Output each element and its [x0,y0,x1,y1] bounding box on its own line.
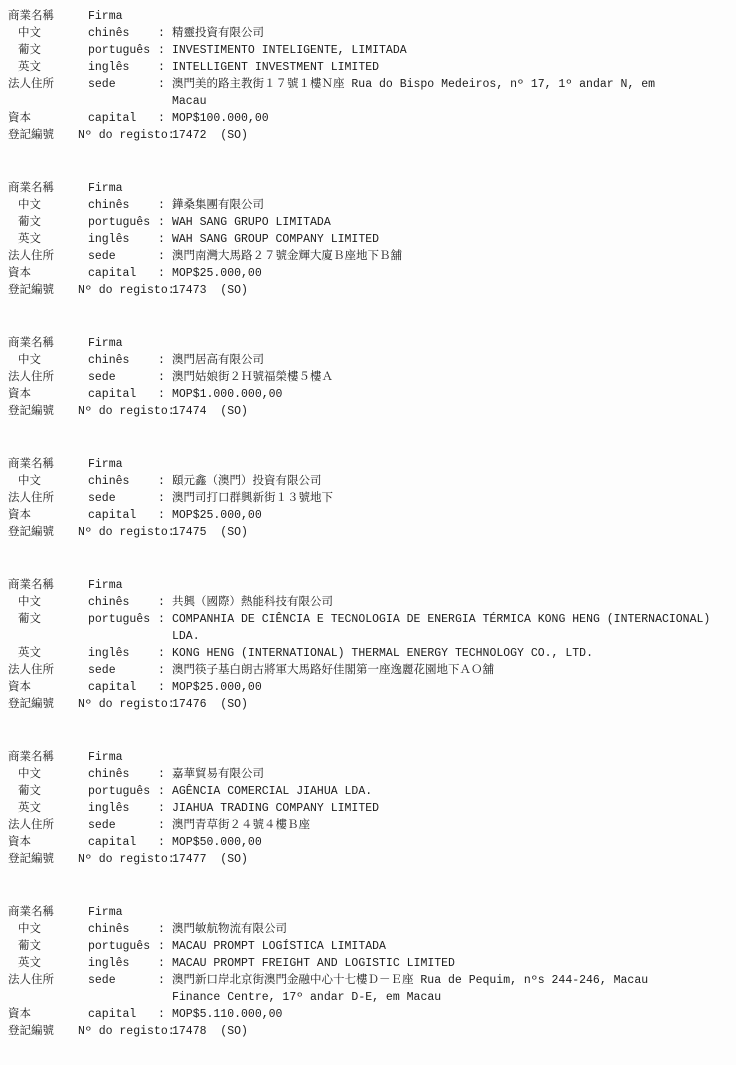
label-chinese: 商業名稱 [8,751,54,764]
field-value: 澳門筷子基白朗古將軍大馬路好佳閣第一座逸麗花園地下ＡＯ舖 [172,664,494,677]
field-value: 17473 (SO) [172,284,248,297]
label-chinese [8,989,88,1006]
field-row [8,611,736,628]
colon-separator: : [158,388,165,401]
field-continuation-row [8,628,736,645]
colon-separator: : [158,819,165,832]
colon-separator: : [158,44,165,57]
label-portuguese: Nº do registo: [78,1025,175,1038]
label-portuguese: Firma [88,579,123,592]
label-portuguese: Nº do registo: [78,853,175,866]
colon-separator [158,8,172,25]
field-row [8,921,736,938]
label-chinese: 法人住所 [8,250,54,263]
record-header-row [8,456,736,473]
colon-separator: : [158,61,165,74]
field-continuation-row [8,989,736,1006]
field-row [8,955,736,972]
label-portuguese: sede [88,819,116,832]
label-portuguese: inglês [88,802,130,815]
label-portuguese: capital [88,1008,137,1021]
label-chinese: 法人住所 [8,78,54,91]
colon-separator: : [158,802,165,815]
colon-separator [158,749,172,766]
record-header-row [8,335,736,352]
colon-separator: : [158,681,165,694]
colon-separator: : [158,199,165,212]
field-row [8,25,736,42]
company-record [8,577,736,713]
label-portuguese: Nº do registo: [78,405,175,418]
company-record [8,904,736,1040]
field-value: MACAU PROMPT FREIGHT AND LOGISTIC LIMITED [172,957,455,970]
label-chinese: 資本 [8,681,31,694]
label-portuguese: Nº do registo: [78,129,175,142]
registration-number-row [8,696,736,713]
company-record [8,335,736,420]
field-row [8,76,736,93]
colon-separator: : [158,940,165,953]
label-portuguese: inglês [88,957,130,970]
label-portuguese: sede [88,492,116,505]
field-value: MOP$100.000,00 [172,112,269,125]
field-row [8,800,736,817]
label-chinese: 中文 [18,475,41,488]
field-value: 澳門居高有限公司 [172,354,264,367]
label-portuguese: chinês [88,768,130,781]
field-value: 17477 (SO) [172,853,248,866]
field-value: 澳門美的路主教街１７號１樓Ｎ座 Rua do Bispo Medeiros, nº 17, 1º andar N, em [172,78,656,91]
label-portuguese: capital [88,509,137,522]
field-row [8,507,736,524]
field-row [8,817,736,834]
colon-separator: : [158,974,165,987]
label-chinese: 英文 [18,233,41,246]
colon-separator: : [158,233,165,246]
field-row [8,110,736,127]
field-row [8,214,736,231]
colon-separator: : [158,27,165,40]
field-value: JIAHUA TRADING COMPANY LIMITED [172,802,380,815]
company-record [8,180,736,299]
field-value: 共興（國際）熱能科技有限公司 [172,596,333,609]
field-value: COMPANHIA DE CIÊNCIA E TECNOLOGIA DE ENERGIA TÉRMICA KONG HENG (INTERNACIONAL) [172,613,711,626]
colon-separator [158,904,172,921]
colon-separator: : [158,836,165,849]
field-row [8,938,736,955]
colon-separator: : [158,923,165,936]
field-row [8,679,736,696]
label-chinese: 中文 [18,596,41,609]
label-portuguese: Firma [88,906,123,919]
label-portuguese: português [88,940,151,953]
label-chinese: 資本 [8,1008,31,1021]
field-row [8,972,736,989]
label-chinese: 商業名稱 [8,337,54,350]
colon-separator: : [158,613,165,626]
field-value: 嘉華貿易有限公司 [172,768,264,781]
field-value: MOP$5.110.000,00 [172,1008,283,1021]
label-chinese: 資本 [8,112,31,125]
label-chinese: 葡文 [18,44,41,57]
field-value: Macau [172,95,207,108]
colon-separator: : [158,354,165,367]
label-chinese: 中文 [18,923,41,936]
field-continuation-row [8,93,736,110]
label-chinese: 資本 [8,388,31,401]
label-portuguese: chinês [88,475,130,488]
field-value: WAH SANG GRUPO LIMITADA [172,216,331,229]
label-portuguese: Firma [88,10,123,23]
field-value: 17475 (SO) [172,526,248,539]
field-value: 17476 (SO) [172,698,248,711]
colon-separator: : [158,112,165,125]
field-value: 澳門姑娘街２Ｈ號福榮樓５樓Ａ [172,371,333,384]
field-value: 17474 (SO) [172,405,248,418]
registration-number-row [8,851,736,868]
registration-number-row [8,127,736,144]
company-record [8,749,736,868]
record-header-row [8,904,736,921]
label-chinese: 登記編號 [8,1025,54,1038]
colon-separator: : [158,785,165,798]
label-portuguese: inglês [88,647,130,660]
label-chinese: 葡文 [18,940,41,953]
field-value: 頤元鑫（澳門）投資有限公司 [172,475,322,488]
colon-separator [158,989,172,1006]
label-portuguese [88,93,158,110]
field-value: MOP$25.000,00 [172,681,262,694]
label-chinese: 葡文 [18,785,41,798]
label-portuguese: chinês [88,354,130,367]
label-portuguese: capital [88,836,137,849]
label-portuguese: chinês [88,27,130,40]
label-chinese: 英文 [18,802,41,815]
record-header-row [8,577,736,594]
label-portuguese: sede [88,250,116,263]
label-chinese: 資本 [8,836,31,849]
label-chinese: 法人住所 [8,371,54,384]
field-value: MOP$50.000,00 [172,836,262,849]
label-chinese [18,628,88,645]
field-value: 澳門敏航物流有限公司 [172,923,287,936]
label-portuguese: chinês [88,596,130,609]
colon-separator [158,335,172,352]
field-row [8,265,736,282]
label-chinese: 中文 [18,27,41,40]
registration-number-row [8,403,736,420]
field-value: 鏵桑集團有限公司 [172,199,264,212]
label-chinese: 葡文 [18,216,41,229]
field-row [8,231,736,248]
field-row [8,1006,736,1023]
field-row [8,42,736,59]
field-value: WAH SANG GROUP COMPANY LIMITED [172,233,380,246]
label-portuguese: Nº do registo: [78,284,175,297]
label-chinese: 英文 [18,957,41,970]
label-portuguese: português [88,44,151,57]
label-portuguese: Firma [88,182,123,195]
colon-separator: : [158,371,165,384]
colon-separator [158,456,172,473]
label-portuguese: capital [88,388,137,401]
field-row [8,369,736,386]
label-portuguese: chinês [88,923,130,936]
label-chinese: 法人住所 [8,492,54,505]
registration-number-row [8,1023,736,1040]
label-chinese: 商業名稱 [8,906,54,919]
field-row [8,197,736,214]
colon-separator: : [158,957,165,970]
label-portuguese: Firma [88,337,123,350]
label-portuguese: português [88,785,151,798]
colon-separator [158,180,172,197]
label-chinese: 中文 [18,768,41,781]
colon-separator [158,577,172,594]
label-portuguese: capital [88,112,137,125]
record-header-row [8,8,736,25]
label-portuguese: sede [88,664,116,677]
label-portuguese: Firma [88,751,123,764]
field-row [8,594,736,611]
field-value: MACAU PROMPT LOGÍSTICA LIMITADA [172,940,386,953]
label-portuguese: português [88,216,151,229]
label-chinese: 英文 [18,61,41,74]
field-value: LDA. [172,630,200,643]
field-row [8,662,736,679]
field-value: 澳門南灣大馬路２７號金輝大廈Ｂ座地下Ｂ舖 [172,250,402,263]
field-value: MOP$25.000,00 [172,267,262,280]
label-portuguese: sede [88,371,116,384]
registration-number-row [8,282,736,299]
label-chinese: 法人住所 [8,819,54,832]
field-row [8,645,736,662]
label-chinese: 商業名稱 [8,10,54,23]
label-chinese: 登記編號 [8,853,54,866]
label-chinese: 中文 [18,354,41,367]
label-portuguese: inglês [88,233,130,246]
colon-separator: : [158,1008,165,1021]
field-row [8,248,736,265]
field-row [8,352,736,369]
label-portuguese: português [88,613,151,626]
record-header-row [8,749,736,766]
field-value: MOP$1.000.000,00 [172,388,283,401]
label-chinese: 登記編號 [8,405,54,418]
registration-number-row [8,524,736,541]
label-chinese: 登記編號 [8,526,54,539]
label-portuguese: sede [88,974,116,987]
label-chinese: 法人住所 [8,974,54,987]
label-portuguese: inglês [88,61,130,74]
label-portuguese [88,628,158,645]
record-header-row [8,180,736,197]
colon-separator: : [158,250,165,263]
label-chinese: 資本 [8,509,31,522]
label-portuguese: Nº do registo: [78,526,175,539]
label-chinese [8,93,88,110]
label-portuguese: capital [88,681,137,694]
field-row [8,834,736,851]
label-portuguese: capital [88,267,137,280]
field-row [8,766,736,783]
colon-separator: : [158,78,165,91]
field-row [8,386,736,403]
label-portuguese: Firma [88,458,123,471]
field-value: INVESTIMENTO INTELIGENTE, LIMITADA [172,44,407,57]
field-row [8,473,736,490]
label-chinese: 商業名稱 [8,182,54,195]
colon-separator: : [158,509,165,522]
colon-separator [158,628,172,645]
field-value: Finance Centre, 17º andar D-E, em Macau [172,991,442,1004]
field-row [8,59,736,76]
label-chinese: 資本 [8,267,31,280]
label-portuguese: Nº do registo: [78,698,175,711]
label-portuguese: sede [88,78,116,91]
field-row [8,783,736,800]
label-chinese: 中文 [18,199,41,212]
label-portuguese: chinês [88,199,130,212]
colon-separator: : [158,475,165,488]
label-chinese: 商業名稱 [8,458,54,471]
label-chinese: 英文 [18,647,41,660]
label-portuguese [88,989,158,1006]
company-record [8,456,736,541]
field-value: AGÊNCIA COMERCIAL JIAHUA LDA. [172,785,373,798]
field-row [8,490,736,507]
field-value: INTELLIGENT INVESTMENT LIMITED [172,61,380,74]
field-value: 精靈投資有限公司 [172,27,264,40]
field-value: MOP$25.000,00 [172,509,262,522]
field-value: 17472 (SO) [172,129,248,142]
label-chinese: 商業名稱 [8,579,54,592]
label-chinese: 登記編號 [8,698,54,711]
colon-separator: : [158,664,165,677]
label-chinese: 葡文 [18,613,41,626]
colon-separator: : [158,647,165,660]
field-value: 澳門司打口群興新街１３號地下 [172,492,333,505]
colon-separator: : [158,768,165,781]
field-value: 澳門新口岸北京街澳門金融中心十七樓Ｄ－Ｅ座 Rua de Pequim, nºs 244-246, Macau [172,974,649,987]
label-chinese: 登記編號 [8,129,54,142]
colon-separator: : [158,267,165,280]
field-value: 17478 (SO) [172,1025,248,1038]
field-value: 澳門青草街２４號４樓Ｂ座 [172,819,310,832]
field-value: KONG HENG (INTERNATIONAL) THERMAL ENERGY TECHNOLOGY CO., LTD. [172,647,593,660]
label-chinese: 登記編號 [8,284,54,297]
colon-separator [158,93,172,110]
company-record [8,8,736,144]
colon-separator: : [158,216,165,229]
label-chinese: 法人住所 [8,664,54,677]
colon-separator: : [158,596,165,609]
colon-separator: : [158,492,165,505]
